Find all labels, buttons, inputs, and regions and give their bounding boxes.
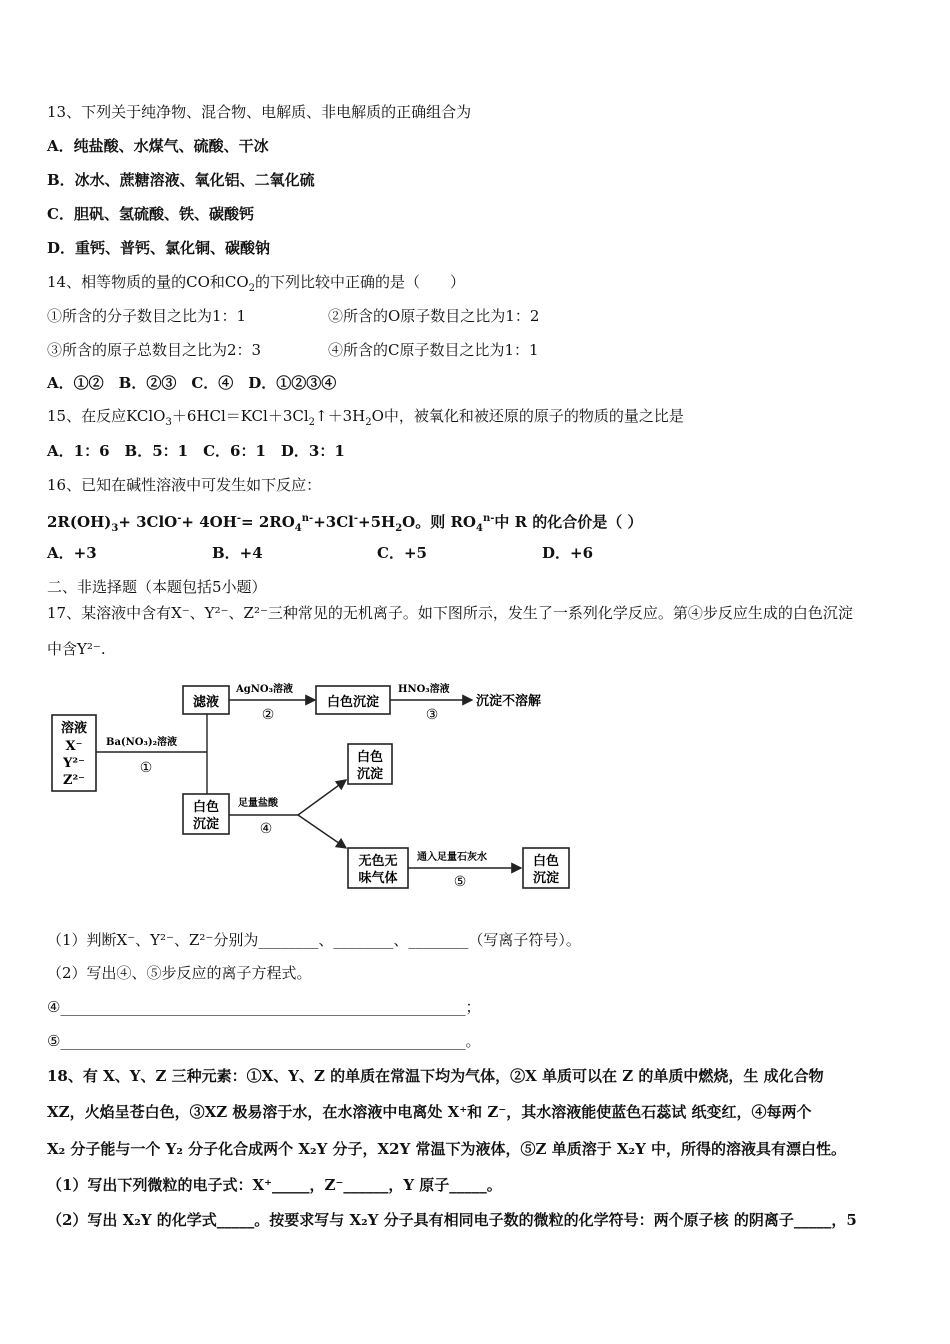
reagent-2: AgNO₃溶液 — [236, 684, 293, 695]
q14-stem: 14、相等物质的量的CO和$CO_2$的下列比较中正确的是（ ） — [47, 273, 466, 294]
q16-equation: $2R(OH)_3+ 3ClO^-+ 4OH^-= 2RO_4^{n-}+3Cl^-+5H_2O$。则 $RO_4^{n-}$中 R 的化合价是（ ） — [47, 513, 643, 534]
q18-line-2: XZ，火焰呈苍白色，③XZ 极易溶于水，在水溶液中电离处 X⁺和 Z⁻，其水溶液能使蓝色石蕊试 纸变红，④每两个 — [47, 1103, 812, 1121]
precipitate-insoluble-label: 沉淀不溶解 — [476, 694, 542, 709]
white-precipitate-4-line-1: 白色 — [532, 854, 560, 869]
ion-y: Y²⁻ — [63, 756, 85, 771]
q13-option-b: B．冰水、蔗糖溶液、氧化铝、二氧化硫 — [47, 171, 315, 189]
q14-statement-2: ②所含的O原子数目之比为1：2 — [328, 307, 540, 325]
ion-x: X⁻ — [65, 739, 83, 754]
step-1-label: ① — [139, 760, 153, 776]
q17-line-2: 中含Y²⁻. — [47, 640, 106, 658]
q16-option-a: A．+3 — [47, 544, 97, 562]
reagent-5: 通入足量石灰水 — [417, 852, 487, 863]
step-5-label: ⑤ — [453, 874, 467, 890]
q15-stem: 15、在反应$KClO_3+6HCl=KCl+3Cl_2↑+3H_2O$中，被氧化和被还原的原子的物质的量之比是 — [47, 407, 684, 428]
q13-option-d: D．重钙、普钙、氯化铜、碳酸钠 — [47, 239, 271, 257]
q18-line-1: 18、有 X、Y、Z 三种元素：①X、Y、Z 的单质在常温下均为气体，②X 单质可以在 Z 的单质中燃烧，生 成化合物 — [47, 1067, 824, 1085]
q17-part-1: （1）判断X⁻、Y²⁻、Z²⁻分别为________、________、________（写离子符号）。 — [47, 931, 581, 949]
q14-statement-4: ④所含的C原子数目之比为1：1 — [328, 341, 539, 359]
reagent-1: Ba(NO₃)₂溶液 — [106, 737, 178, 748]
reagent-3: HNO₃溶液 — [398, 684, 450, 695]
white-precipitate-3-line-1: 白色 — [356, 750, 384, 765]
step-3-label: ③ — [425, 707, 439, 723]
q18-line-3: X₂ 分子能与一个 Y₂ 分子化合成两个 X₂Y 分子，X2Y 常温下为液体，⑤Z 单质溶于 X₂Y 中，所得的溶液具有漂白性。 — [47, 1140, 847, 1158]
q15-options: A．1：6 B．5：1 C．6：1 D．3：1 — [47, 442, 345, 460]
reaction-flow-diagram — [40, 670, 600, 900]
ion-z: Z²⁻ — [62, 773, 86, 788]
solution-label: 溶液 — [60, 721, 88, 736]
q17-answer-4: ④______________________________________________________； — [47, 998, 481, 1016]
q17-line-1: 17、某溶液中含有X⁻、Y²⁻、Z²⁻三种常见的无机离子。如下图所示，发生了一系列化学反应。第④步反应生成的白色沉淀 — [47, 604, 853, 622]
q17-answer-5: ⑤______________________________________________________。 — [47, 1032, 481, 1050]
q16-stem: 16、已知在碱性溶液中可发生如下反应： — [47, 476, 322, 494]
q16-option-b: B．+4 — [212, 544, 263, 562]
reagent-4: 足量盐酸 — [238, 798, 278, 809]
q16-option-d: D．+6 — [542, 544, 594, 562]
white-precipitate-2-line-1: 白色 — [192, 800, 220, 815]
q18-part-2: （2）写出 X₂Y 的化学式_____。按要求写与 X₂Y 分子具有相同电子数的微粒的化学符号：两个原子核 的阴离子_____，5 — [47, 1211, 857, 1229]
q17-part-2: （2）写出④、⑤步反应的离子方程式。 — [47, 964, 312, 982]
q13-stem: 13、下列关于纯净物、混合物、电解质、非电解质的正确组合为 — [47, 103, 472, 121]
white-precipitate-3-line-2: 沉淀 — [356, 767, 384, 782]
q13-option-c: C．胆矾、氢硫酸、铁、碳酸钙 — [47, 205, 254, 223]
section-heading: 二、非选择题（本题包括5小题） — [47, 578, 267, 596]
q14-options: A．①② B．②③ C．④ D．①②③④ — [47, 374, 337, 392]
gas-line-1: 无色无 — [358, 854, 398, 869]
arrow-to-white-precipitate-3 — [298, 780, 346, 815]
white-precipitate-label: 白色沉淀 — [326, 695, 380, 710]
q14-statement-3: ③所含的原子总数目之比为2：3 — [47, 341, 262, 359]
step-2-label: ② — [261, 707, 275, 723]
filtrate-label: 滤液 — [192, 695, 220, 710]
q18-part-1: （1）写出下列微粒的电子式：X⁺_____，Z⁻______，Y 原子_____。 — [47, 1176, 502, 1194]
gas-line-2: 味气体 — [358, 871, 398, 886]
white-precipitate-4-line-2: 沉淀 — [532, 871, 560, 886]
white-precipitate-2-line-2: 沉淀 — [192, 817, 220, 832]
q16-option-c: C．+5 — [377, 544, 427, 562]
arrow-to-gas — [298, 815, 346, 848]
q13-option-a: A．纯盐酸、水煤气、硫酸、干冰 — [47, 137, 269, 155]
q14-statement-1: ①所含的分子数目之比为1：1 — [47, 307, 247, 325]
step-4-label: ④ — [259, 821, 273, 837]
